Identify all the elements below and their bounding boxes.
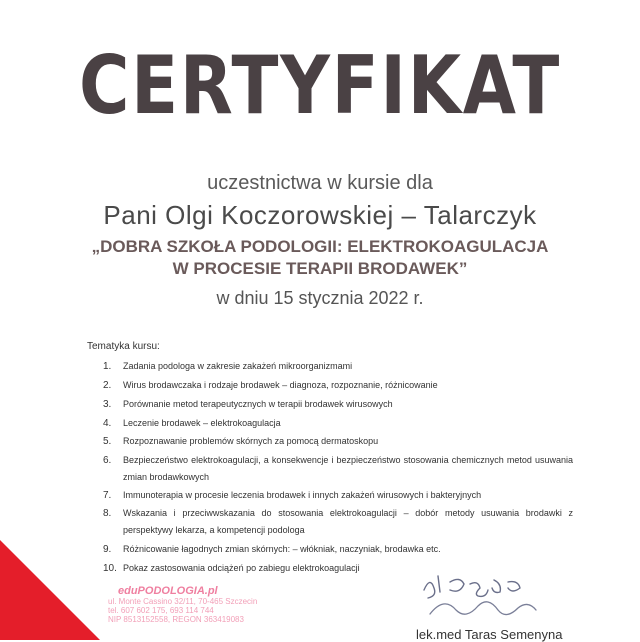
topic-item: [103, 358, 573, 375]
topic-text: Bezpieczeństwo elektrokoagulacji, a konsekwencje i bezpieczeństwo stosowania chemicznych metod usuwania zmian brodawkowych: [123, 455, 573, 482]
topic-number: 3.: [103, 399, 112, 410]
recipient-name: Pani Olgi Koczorowskiej – Talarczyk: [103, 200, 537, 230]
topic-item: [103, 487, 573, 504]
topic-text: Wirus brodawczaka i rodzaje brodawek – diagnoza, rozpoznanie, różnicowanie: [123, 380, 438, 390]
topic-number: 8.: [103, 508, 112, 519]
topic-item: [103, 377, 573, 394]
stamp-logo: eduPODOLOGIA.pl: [118, 585, 218, 597]
certificate-title: CERTYFIKAT: [78, 39, 562, 132]
course-date: w dniu 15 stycznia 2022 r.: [216, 288, 424, 308]
topic-item: [103, 452, 573, 486]
topic-text: Różnicowanie łagodnych zmian skórnych: – włókniak, naczyniak, brodawka etc.: [123, 544, 441, 554]
stamp-phone: tel. 607 602 175, 693 114 744: [108, 606, 214, 615]
topic-number: 5.: [103, 436, 112, 447]
stamp-tax-ids: NIP 8513152558, REGON 363419083: [108, 615, 244, 624]
topic-text: Rozpoznawanie problemów skórnych za pomocą dermatoskopu: [123, 436, 379, 446]
stamp-address: ul. Monte Cassino 32/11, 70-465 Szczecin: [108, 597, 258, 606]
topic-item: [103, 505, 573, 539]
topic-number: 7.: [103, 490, 112, 501]
topic-text: Pokaz zastosowania odciążeń po zabiegu elektrokoagulacji: [123, 563, 360, 573]
topic-number: 4.: [103, 418, 112, 429]
red-corner-decoration: [0, 540, 100, 640]
topic-item: [103, 396, 573, 413]
topic-number: 2.: [103, 380, 112, 391]
topic-item: [103, 541, 573, 558]
topic-text: Wskazania i przeciwwskazania do stosowania elektrokoagulacji – dobór metody usuwania brodawki z perspektywy lekarza, a kompetencji podologa: [123, 508, 573, 535]
topic-number: 10.: [103, 563, 117, 574]
course-title: [0, 236, 640, 280]
participation-subtitle: uczestnictwa w kursie dla: [207, 172, 433, 194]
topic-number: 9.: [103, 544, 112, 555]
topic-item: [103, 433, 573, 450]
course-title-line-1: „DOBRA SZKOŁA PODOLOGII: ELEKTROKOAGULACJA: [91, 237, 549, 256]
topics-label: Tematyka kursu:: [87, 341, 160, 352]
topic-text: Zadania podologa w zakresie zakażeń mikroorganizmami: [123, 361, 353, 371]
company-stamp: [100, 585, 300, 624]
topic-text: Immunoterapia w procesie leczenia brodawek i innych zakażeń wirusowych i bakteryjnych: [123, 490, 482, 500]
topic-text: Leczenie brodawek – elektrokoagulacja: [123, 418, 281, 428]
topic-item: [103, 415, 573, 432]
signatory-name: lek.med Taras Semenyna: [416, 627, 563, 642]
topic-text: Porównanie metod terapeutycznych w terapii brodawek wirusowych: [123, 399, 393, 409]
course-title-line-2: W PROCESIE TERAPII BRODAWEK”: [172, 259, 468, 278]
handwritten-signature: [410, 570, 570, 630]
topic-number: 1.: [103, 361, 112, 372]
topic-number: 6.: [103, 455, 112, 466]
